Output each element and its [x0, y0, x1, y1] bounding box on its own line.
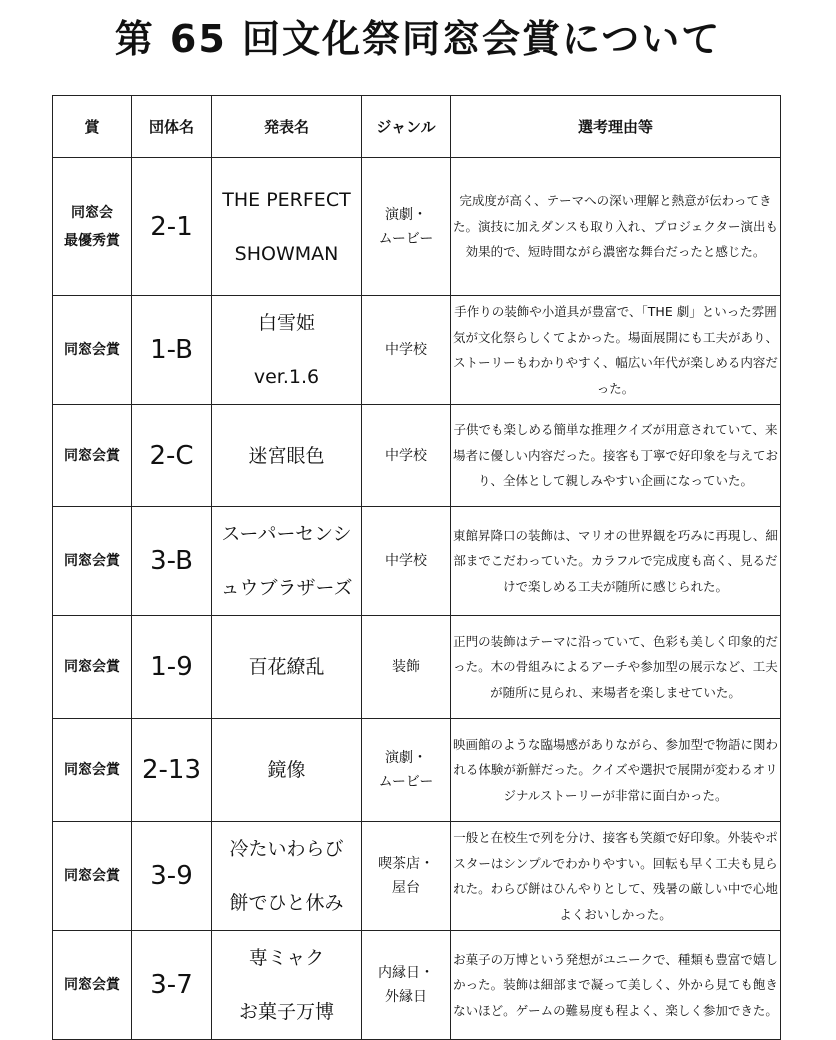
- genre-label: 装飾: [392, 659, 420, 675]
- header-group: 団体名: [132, 96, 212, 158]
- genre-label: 中学校: [385, 447, 427, 464]
- genre-cell: [362, 931, 451, 1040]
- group-cell: 1-9: [132, 616, 212, 719]
- award-name: 同窓会賞: [64, 659, 120, 675]
- presentation-cell: [212, 507, 362, 616]
- page-title: 第 65 回文化祭同窓会賞について: [114, 17, 722, 61]
- genre-label: 中学校: [385, 553, 427, 569]
- genre-cell: [362, 296, 451, 405]
- presentation-cell: [212, 719, 362, 822]
- presentation-title: THE PERFECT: [222, 188, 351, 211]
- group-cell: 2-13: [132, 719, 212, 822]
- header-award: 賞: [53, 96, 132, 158]
- group-cell: 3-B: [132, 507, 212, 616]
- table-row: [53, 719, 781, 822]
- awards-table: [52, 95, 781, 1040]
- reason-cell: お菓子の万博という発想がユニークで、種類も豊富で嬉しかった。装飾は細部まで凝って美しく、外から見ても飽きないほど。ゲームの難易度も程よく、楽しく参加できた。: [451, 931, 781, 1040]
- genre-label: ムービー: [378, 230, 434, 247]
- table-row: [53, 405, 781, 507]
- award-name: 同窓会賞: [64, 553, 120, 569]
- presentation-cell: [212, 616, 362, 719]
- header-genre: ジャンル: [362, 96, 451, 158]
- presentation-title: 鏡像: [267, 759, 306, 781]
- genre-label: 屋台: [392, 880, 420, 896]
- header-reason: 選考理由等: [451, 96, 781, 158]
- award-cell: [53, 616, 132, 719]
- genre-cell: [362, 158, 451, 296]
- table-row: [53, 296, 781, 405]
- award-cell: [53, 405, 132, 507]
- presentation-title: 冷たいわらび: [229, 838, 344, 860]
- award-cell: [53, 931, 132, 1040]
- reason-cell: 正門の装飾はテーマに沿っていて、色彩も美しく印象的だった。木の骨組みによるアーチや参加型の展示など、工夫が随所に見られ、来場者を楽しませていた。: [451, 616, 781, 719]
- table-row: [53, 616, 781, 719]
- table-row: [53, 507, 781, 616]
- genre-label: 中学校: [385, 342, 427, 358]
- reason-cell: 完成度が高く、テーマへの深い理解と熱意が伝わってきた。演技に加えダンスも取り入れ、プロジェクター演出も効果的で、短時間ながら濃密な舞台だったと感じた。: [451, 158, 781, 296]
- group-cell: 2-C: [132, 405, 212, 507]
- award-name: 同窓会賞: [64, 762, 120, 778]
- presentation-cell: [212, 822, 362, 931]
- presentation-cell: [212, 931, 362, 1040]
- award-cell: [53, 158, 132, 296]
- genre-cell: [362, 405, 451, 507]
- award-name: 同窓会賞: [64, 868, 120, 884]
- presentation-title: 百花繚乱: [248, 656, 325, 678]
- group-cell: 3-9: [132, 822, 212, 931]
- group-cell: 3-7: [132, 931, 212, 1040]
- genre-cell: [362, 616, 451, 719]
- genre-cell: [362, 822, 451, 931]
- award-cell: [53, 296, 132, 405]
- genre-label: 演劇・: [385, 750, 427, 766]
- group-cell: 1-B: [132, 296, 212, 405]
- award-name: 同窓会賞: [64, 977, 120, 993]
- presentation-title: スーパーセンシ: [221, 523, 352, 545]
- presentation-title: SHOWMAN: [234, 242, 339, 265]
- reason-cell: 一般と在校生で列を分け、接客も笑顔で好印象。外装やポスターはシンプルでわかりやすい。回転も早く工夫も見られた。わらび餅はひんやりとして、残暑の厳しい中で心地よくおいしかった。: [451, 822, 781, 931]
- table-row: [53, 158, 781, 296]
- award-name: 同窓会: [71, 204, 113, 221]
- presentation-title: ュウブラザーズ: [220, 577, 353, 599]
- genre-label: 内縁日・: [378, 965, 434, 981]
- genre-label: 外縁日: [385, 989, 427, 1005]
- award-name: 同窓会賞: [64, 342, 120, 358]
- award-name: 同窓会賞: [64, 447, 120, 464]
- presentation-title: 迷宮眼色: [248, 444, 325, 467]
- presentation-title: ver.1.6: [253, 366, 320, 388]
- presentation-title: 餅でひと休み: [229, 892, 344, 914]
- reason-cell: 手作りの装飾や小道具が豊富で、「THE 劇」といった雰囲気が文化祭らしくてよかった。場面展開にも工夫があり、ストーリーもわかりやすく、幅広い年代が楽しめる内容だった。: [451, 296, 781, 405]
- reason-cell: 東館昇降口の装飾は、マリオの世界観を巧みに再現し、細部までこだわっていた。カラフルで完成度も高く、見るだけで楽しめる工夫が随所に感じられた。: [451, 507, 781, 616]
- presentation-title: お菓子万博: [238, 1001, 334, 1023]
- presentation-title: 白雪姫: [257, 312, 315, 334]
- reason-cell: 映画館のような臨場感がありながら、参加型で物語に関われる体験が新鮮だった。クイズや選択で展開が変わるオリジナルストーリーが非常に面白かった。: [451, 719, 781, 822]
- table-row: [53, 822, 781, 931]
- genre-label: 演劇・: [385, 206, 427, 223]
- header-row: [53, 96, 781, 158]
- genre-label: 喫茶店・: [378, 856, 434, 872]
- table-row: [53, 931, 781, 1040]
- award-cell: [53, 719, 132, 822]
- header-presentation: 発表名: [212, 96, 362, 158]
- genre-label: ムービー: [378, 774, 434, 790]
- group-cell: 2-1: [132, 158, 212, 296]
- presentation-title: 専ミャク: [248, 947, 325, 969]
- presentation-cell: [212, 158, 362, 296]
- presentation-cell: [212, 296, 362, 405]
- presentation-cell: [212, 405, 362, 507]
- genre-cell: [362, 507, 451, 616]
- award-cell: [53, 822, 132, 931]
- award-name: 最優秀賞: [64, 232, 120, 249]
- genre-cell: [362, 719, 451, 822]
- reason-cell: 子供でも楽しめる簡単な推理クイズが用意されていて、来場者に優しい内容だった。接客も丁寧で好印象を与えており、全体として親しみやすい企画になっていた。: [451, 405, 781, 507]
- award-cell: [53, 507, 132, 616]
